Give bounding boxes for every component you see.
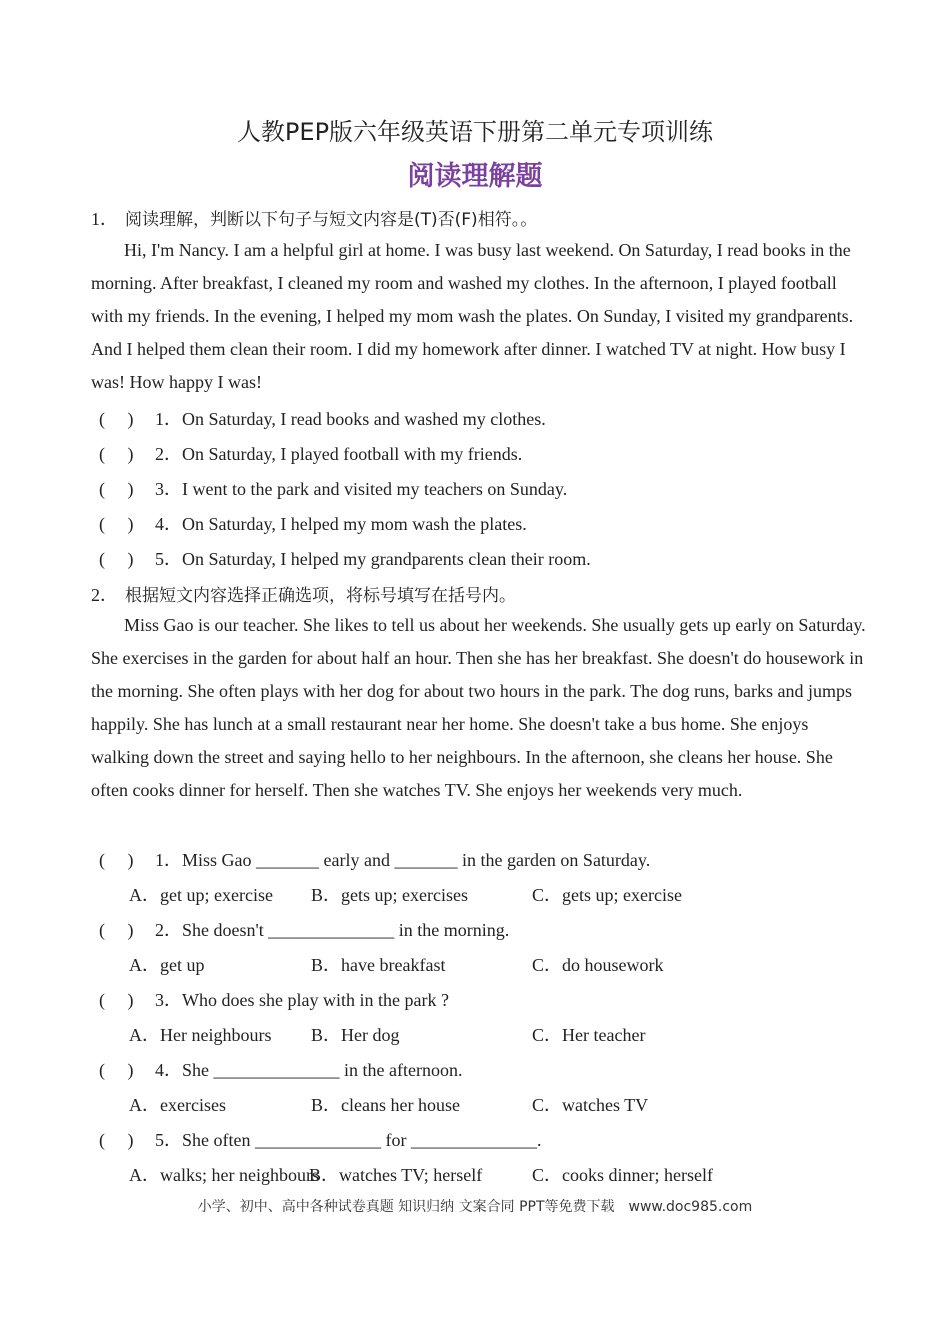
answer-blank[interactable]: ( ): [99, 479, 134, 499]
answer-blank[interactable]: ( ): [99, 990, 134, 1010]
page-footer: 小学、初中、高中各种试卷真题 知识归纳 文案合同 PPT等免费下载 www.doc985.com: [197, 1199, 753, 1215]
q1-item-4-text: 4．On Saturday, I helped my mom wash the plates.: [155, 514, 527, 534]
option-c[interactable]: C．watches TV: [532, 1095, 649, 1115]
q1-item-1-text: 1．On Saturday, I read books and washed my clothes.: [155, 409, 546, 429]
option-c[interactable]: C．do housework: [532, 955, 664, 975]
answer-blank[interactable]: ( ): [99, 549, 134, 569]
q2-passage: [91, 609, 866, 807]
q1-passage-text: Hi, I'm Nancy. I am a helpful girl at home. I was busy last weekend. On Saturday, I read books in the morning. After breakfast, I cleaned my room and washed my clothes. In the afternoon, I played football with my friends. In the evening, I helped my mom wash the plates. On Sunday, I visited my grandparents. And I helped them clean their room. I did my homework after dinner. I watched TV at night. How busy I was! How happy I was!: [91, 240, 854, 392]
q1-item-2-text: 2．On Saturday, I played football with my friends.: [155, 444, 523, 464]
q2-item-1-text: 1．Miss Gao _______ early and _______ in the garden on Saturday.: [155, 850, 651, 870]
q2-passage-text: Miss Gao is our teacher. She likes to tell us about her weekends. She usually gets up early on Saturday. She exercises in the garden for about half an hour. Then she has her breakfast. She doesn't do housework in the morning. She often plays with her dog for about two hours in the park. The dog runs, barks and jumps happily. She has lunch at a small restaurant near her home. She doesn't take a bus home. She enjoys walking down the street and saying hello to her neighbours. In the afternoon, she cleans her house. She often cooks dinner for herself. Then she watches TV. She enjoys her weekends very much.: [91, 615, 866, 800]
option-a[interactable]: A．Her neighbours: [129, 1025, 272, 1045]
option-a[interactable]: A．walks; her neighbours: [129, 1165, 319, 1185]
q2-item-2-text: 2．She doesn't ______________ in the morning.: [155, 920, 510, 940]
option-c[interactable]: C．cooks dinner; herself: [532, 1165, 713, 1185]
q1-number: 1．: [91, 209, 118, 229]
q2-number: 2．: [91, 585, 118, 605]
answer-blank[interactable]: ( ): [99, 920, 134, 940]
q1-item-4: [99, 510, 527, 536]
q1-item-5: [99, 545, 591, 571]
q2-item-5-text: 5．She often ______________ for ______________.: [155, 1130, 542, 1150]
q1-item-2: [99, 440, 522, 466]
q1-passage: [91, 234, 866, 399]
q1-item-5-text: 5．On Saturday, I helped my grandparents clean their room.: [155, 549, 591, 569]
q2-instruction: 根据短文内容选择正确选项，将标号填写在括号内。: [125, 586, 516, 606]
option-a[interactable]: A．exercises: [129, 1095, 226, 1115]
q2-item-2: [99, 916, 509, 942]
q1-item-3: [99, 475, 567, 501]
q2-item-3-text: 3．Who does she play with in the park ?: [155, 990, 449, 1010]
q1-item-3-text: 3．I went to the park and visited my teachers on Sunday.: [155, 479, 568, 499]
option-c[interactable]: C．gets up; exercise: [532, 885, 682, 905]
option-b[interactable]: B．cleans her house: [311, 1095, 460, 1115]
option-b[interactable]: B．gets up; exercises: [311, 885, 468, 905]
answer-blank[interactable]: ( ): [99, 409, 134, 429]
option-b[interactable]: B．watches TV; herself: [309, 1165, 483, 1185]
option-a[interactable]: A．get up: [129, 955, 205, 975]
answer-blank[interactable]: ( ): [99, 850, 134, 870]
q2-item-4: [99, 1056, 462, 1082]
q1-heading: [91, 205, 537, 231]
q2-item-4-text: 4．She ______________ in the afternoon.: [155, 1060, 463, 1080]
option-a[interactable]: A．get up; exercise: [129, 885, 273, 905]
page-title: 人教PEP版六年级英语下册第二单元专项训练: [236, 118, 714, 146]
option-b[interactable]: B．have breakfast: [311, 955, 446, 975]
q1-instruction: 阅读理解，判断以下句子与短文内容是(T)否(F)相符。。: [125, 210, 538, 230]
q2-heading: [91, 581, 516, 607]
q2-item-1: [99, 846, 650, 872]
option-b[interactable]: B．Her dog: [311, 1025, 400, 1045]
answer-blank[interactable]: ( ): [99, 514, 134, 534]
option-c[interactable]: C．Her teacher: [532, 1025, 646, 1045]
page-subtitle: 阅读理解题: [407, 161, 543, 192]
q2-item-3: [99, 986, 449, 1012]
q1-item-1: [99, 405, 546, 431]
answer-blank[interactable]: ( ): [99, 1130, 134, 1150]
q2-item-5: [99, 1126, 541, 1152]
answer-blank[interactable]: ( ): [99, 444, 134, 464]
answer-blank[interactable]: ( ): [99, 1060, 134, 1080]
